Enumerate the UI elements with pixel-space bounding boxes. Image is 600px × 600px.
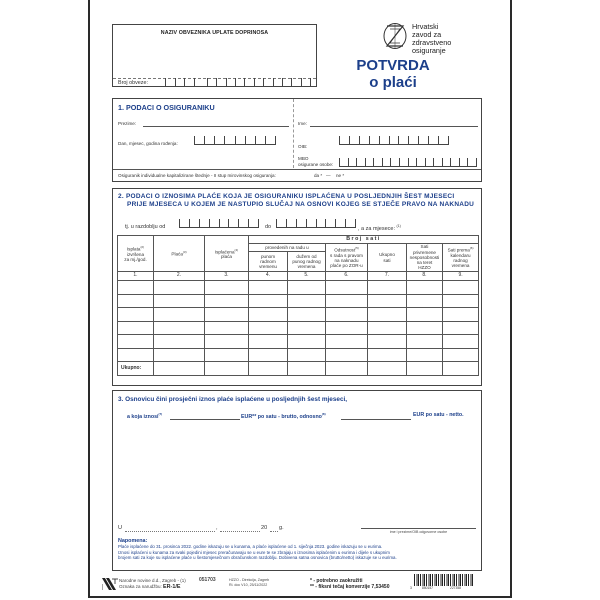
barcode-digits: 227358	[450, 586, 462, 590]
table-cell[interactable]	[443, 348, 479, 362]
table-cell[interactable]	[326, 362, 368, 376]
comma: ,	[216, 525, 218, 531]
note-text	[118, 544, 478, 561]
birth-date-label: Dan, mjesec, godina rođenja:	[118, 141, 178, 146]
table-cell[interactable]	[326, 335, 368, 349]
mbo-label-line: MBO	[298, 156, 309, 161]
table-cell[interactable]	[443, 362, 479, 376]
column-number: 7.	[368, 272, 407, 281]
table-cell[interactable]	[368, 362, 407, 376]
divider	[113, 169, 481, 170]
period-to-field[interactable]	[276, 219, 356, 228]
table-cell[interactable]	[407, 362, 443, 376]
table-cell[interactable]	[205, 294, 249, 308]
column-number: 2.	[154, 272, 205, 281]
table-cell[interactable]	[288, 362, 326, 376]
footnote: ** - fiksni tečaj konverzije 7,53450	[310, 584, 390, 590]
table-cell[interactable]	[154, 294, 205, 308]
group-header-hours: Broj sati	[249, 236, 479, 244]
table-cell[interactable]	[205, 308, 249, 322]
footnote-ref: (7)	[158, 412, 163, 416]
date-field[interactable]	[220, 531, 260, 532]
table-cell[interactable]	[205, 362, 249, 376]
table-cell[interactable]	[288, 335, 326, 349]
total-row	[118, 362, 479, 376]
note	[118, 538, 478, 561]
mbo-label-line: osigurane osobe:	[298, 161, 334, 167]
narodne-novine-logo-icon	[102, 578, 118, 590]
table-cell[interactable]	[288, 308, 326, 322]
document-title	[328, 57, 458, 91]
col-header-9: Sati prema$^{(6)}$ kalendaru radnog vremena	[443, 244, 479, 272]
barcode-icon	[414, 574, 474, 586]
order-code-label: Oznaka za narudžbu:	[119, 583, 162, 589]
year-suffix: g.	[279, 525, 284, 531]
table-cell[interactable]	[368, 294, 407, 308]
table-cell[interactable]	[154, 362, 205, 376]
table-cell[interactable]	[407, 308, 443, 322]
table-cell[interactable]	[249, 348, 288, 362]
section-salary-amounts	[112, 188, 482, 386]
footnotes	[310, 578, 390, 590]
table-cell[interactable]	[326, 294, 368, 308]
logo-text	[412, 23, 451, 55]
period-from-field[interactable]	[179, 219, 259, 228]
col-header-6: Odsutnost$^{(5)}$ s rada s pravom na naknadu plaće po ZOR-u	[326, 244, 368, 272]
footnote-ref: (1)	[396, 224, 401, 228]
table-cell[interactable]	[154, 321, 205, 335]
barcode	[410, 574, 476, 592]
section-basis	[112, 390, 482, 570]
title-line-1: POTVRDA	[356, 57, 430, 74]
col-header-2: Plaća$^{(3)}$	[154, 236, 205, 272]
table-row	[118, 281, 479, 295]
table-cell[interactable]	[154, 348, 205, 362]
period-from-label: tj. u razdoblju od	[125, 224, 166, 230]
barcode-digits: 3	[410, 586, 412, 590]
total-label: Ukupno:	[118, 362, 154, 376]
name-label: Ime:	[298, 121, 307, 126]
table-cell[interactable]	[368, 348, 407, 362]
signature-field[interactable]	[361, 528, 476, 529]
pension-no-option[interactable]: ne *	[336, 173, 345, 178]
table-cell[interactable]	[443, 308, 479, 322]
col-header-3: Isplaćena$^{(4)}$ plaća	[205, 236, 249, 272]
year-field[interactable]	[270, 531, 278, 532]
note-line: Iznosi isplaćeni u kunama za svaki pojedini mjesec preračunavaju se u eure te se zbrajaju s iznosima isplaćenim u eurima i dijele s ukupnim	[118, 549, 390, 555]
table-cell[interactable]	[205, 335, 249, 349]
oib-label: OIB:	[298, 144, 308, 149]
place-prefix: U	[118, 525, 123, 531]
col-header-7: Ukupno sati	[368, 244, 407, 272]
obligation-number-field-b[interactable]	[207, 78, 311, 87]
table-cell[interactable]	[288, 321, 326, 335]
year-prefix: 20	[261, 525, 268, 531]
table-cell[interactable]	[249, 321, 288, 335]
form-page	[88, 0, 512, 598]
col-header-4: punom radnom vremenu	[249, 252, 288, 272]
table-cell[interactable]	[368, 335, 407, 349]
section-1-title: 1. PODACI O OSIGURANIKU	[118, 103, 215, 112]
issuer-line: Ri. doc V10, 25/11/2022	[229, 582, 268, 587]
table-cell[interactable]	[407, 335, 443, 349]
table-cell[interactable]	[443, 321, 479, 335]
gross-label-wrap	[241, 412, 326, 420]
net-amount-field[interactable]	[341, 419, 411, 420]
table-cell[interactable]	[249, 362, 288, 376]
table-cell[interactable]	[443, 294, 479, 308]
section-2-title-line: 2. PODACI O IZNOSIMA PLAĆE KOJA JE OSIGURANIKU ISPLAĆENA U POSLJEDNJIH ŠEST MJESECI	[118, 193, 455, 200]
footnote-ref: (8)	[321, 412, 326, 416]
logo-line: osiguranje	[412, 46, 446, 55]
table-row	[118, 335, 479, 349]
signature-caption: ime i prezime/OIB odgovorne osobe	[389, 530, 448, 534]
table-row	[118, 321, 479, 335]
table-cell[interactable]	[118, 348, 154, 362]
amount-label: a koja iznosi	[127, 413, 159, 420]
note-line: brojem sati za koje su isplaćene plaće u šestomjesečnom obračunskom razdoblju. Dobivena satna osnovica (brutto/netto) iskazuje se u eurima.	[118, 555, 397, 561]
hzzo-logo	[382, 22, 502, 58]
table-cell[interactable]	[326, 281, 368, 295]
column-number: 3.	[205, 272, 249, 281]
column-numbers-row	[118, 272, 479, 281]
section-2-title-line: PRIJE MJESECA U KOJEM JE NASTUPIO SLUČAJ NA OSNOVI KOJEG SE STJEČE PRAVO NA NAKNADU	[127, 201, 475, 208]
table-cell[interactable]	[368, 321, 407, 335]
table-cell[interactable]	[368, 308, 407, 322]
note-heading: Napomena:	[118, 538, 148, 544]
table-cell[interactable]	[154, 308, 205, 322]
footnote: * - potrebno zaokružiti	[310, 578, 363, 584]
table-cell[interactable]	[288, 281, 326, 295]
table-cell[interactable]	[205, 281, 249, 295]
table-cell[interactable]	[288, 348, 326, 362]
table-cell[interactable]	[249, 308, 288, 322]
col-header-5: dužem od punog radnog vremena	[288, 252, 326, 272]
col-header-8: Sati privremene nesposobnosti na teret HZZO	[407, 244, 443, 272]
pension-label: Osiguranik individualne kapitalizirane štednje - II stup mirovinskog osiguranja:	[118, 173, 276, 178]
logo-line: zavod za	[412, 30, 442, 39]
section-2-title	[118, 193, 474, 209]
name-field[interactable]	[310, 126, 478, 127]
section-insured-person	[112, 98, 482, 182]
surname-label: Prezime:	[118, 121, 137, 126]
column-number: 5.	[288, 272, 326, 281]
table-cell[interactable]	[288, 294, 326, 308]
mbo-field[interactable]	[339, 158, 477, 167]
table-row	[118, 348, 479, 362]
note-line: Plaće isplaćene do 31. prosinca 2022. godine iskazuju se u kunama, a plaće isplaćene od 1. siječnja 2023. godine iskazuju se u eurima.	[118, 544, 383, 549]
publisher-info	[119, 578, 186, 590]
payer-box	[112, 24, 317, 87]
table-cell[interactable]	[249, 335, 288, 349]
order-code: ER-1/E	[163, 583, 181, 590]
column-number: 4.	[249, 272, 288, 281]
payer-name-area[interactable]	[117, 38, 312, 76]
table-cell[interactable]	[326, 321, 368, 335]
period-to-label: do	[265, 224, 272, 230]
birth-date-field[interactable]	[194, 136, 276, 145]
obligation-number-field-a[interactable]	[165, 78, 195, 87]
col-header-1: Isplata$^{(2)}$ izvršena za mj./god.	[118, 236, 154, 272]
table-cell[interactable]	[118, 308, 154, 322]
table-cell[interactable]	[118, 335, 154, 349]
subgroup-header-worked: provedenih na radu u	[249, 244, 326, 252]
table-row	[118, 294, 479, 308]
table-cell[interactable]	[443, 281, 479, 295]
table-cell[interactable]	[443, 335, 479, 349]
section-3-title: 3. Osnovicu čini prosječni iznos plaće isplaćene u posljednjih šest mjeseci,	[118, 396, 348, 403]
table-cell[interactable]	[205, 348, 249, 362]
table-cell[interactable]	[407, 281, 443, 295]
payer-box-title: NAZIV OBVEZNIKA UPLATE DOPRINOSA	[160, 30, 269, 36]
obligation-number-label: Broj obveze:	[118, 80, 148, 86]
logo-line: Hrvatski	[412, 22, 439, 31]
pension-yes-option[interactable]: da *	[314, 173, 323, 178]
surname-field[interactable]	[143, 126, 289, 127]
column-number: 6.	[326, 272, 368, 281]
barcode-digits: 850157	[422, 586, 434, 590]
table-cell[interactable]	[205, 321, 249, 335]
oib-field[interactable]	[339, 136, 449, 145]
table-cell[interactable]	[407, 348, 443, 362]
months-label	[358, 224, 401, 232]
gross-amount-field[interactable]	[170, 419, 240, 420]
table-cell[interactable]	[326, 348, 368, 362]
divider	[112, 570, 482, 571]
divider	[293, 99, 294, 168]
catalog-number: 051703	[199, 577, 216, 583]
column-number: 1.	[118, 272, 154, 281]
table-cell[interactable]	[118, 294, 154, 308]
logo-line: zdravstveno	[412, 38, 452, 47]
hzzo-logo-icon	[382, 22, 408, 50]
net-label: EUR po satu - netto.	[413, 412, 464, 418]
table-cell[interactable]	[407, 321, 443, 335]
table-row	[118, 308, 479, 322]
column-number: 8.	[407, 272, 443, 281]
months-label-text: , a za mjesece:	[358, 225, 395, 232]
place-field[interactable]	[125, 531, 215, 532]
pension-dash: —	[326, 173, 331, 178]
table-cell[interactable]	[368, 281, 407, 295]
title-line-2: o plaći	[369, 74, 417, 91]
table-cell[interactable]	[154, 281, 205, 295]
amount-line	[127, 412, 162, 420]
table-cell[interactable]	[118, 281, 154, 295]
salary-hours-table	[117, 235, 479, 376]
table-cell[interactable]	[154, 335, 205, 349]
table-cell[interactable]	[407, 294, 443, 308]
issuer-line: HZZO - Direkcija, Zagreb	[229, 578, 270, 582]
column-number: 9.	[443, 272, 479, 281]
mbo-label	[298, 156, 333, 167]
table-cell[interactable]	[249, 281, 288, 295]
table-cell[interactable]	[249, 294, 288, 308]
table-cell[interactable]	[118, 321, 154, 335]
table-cell[interactable]	[326, 308, 368, 322]
publisher-line: Narodne novine d.d., Zagreb - (1)	[119, 578, 186, 583]
gross-label: EUR** po satu - brutto, odnosno	[241, 413, 322, 420]
issuer-info	[229, 578, 269, 587]
